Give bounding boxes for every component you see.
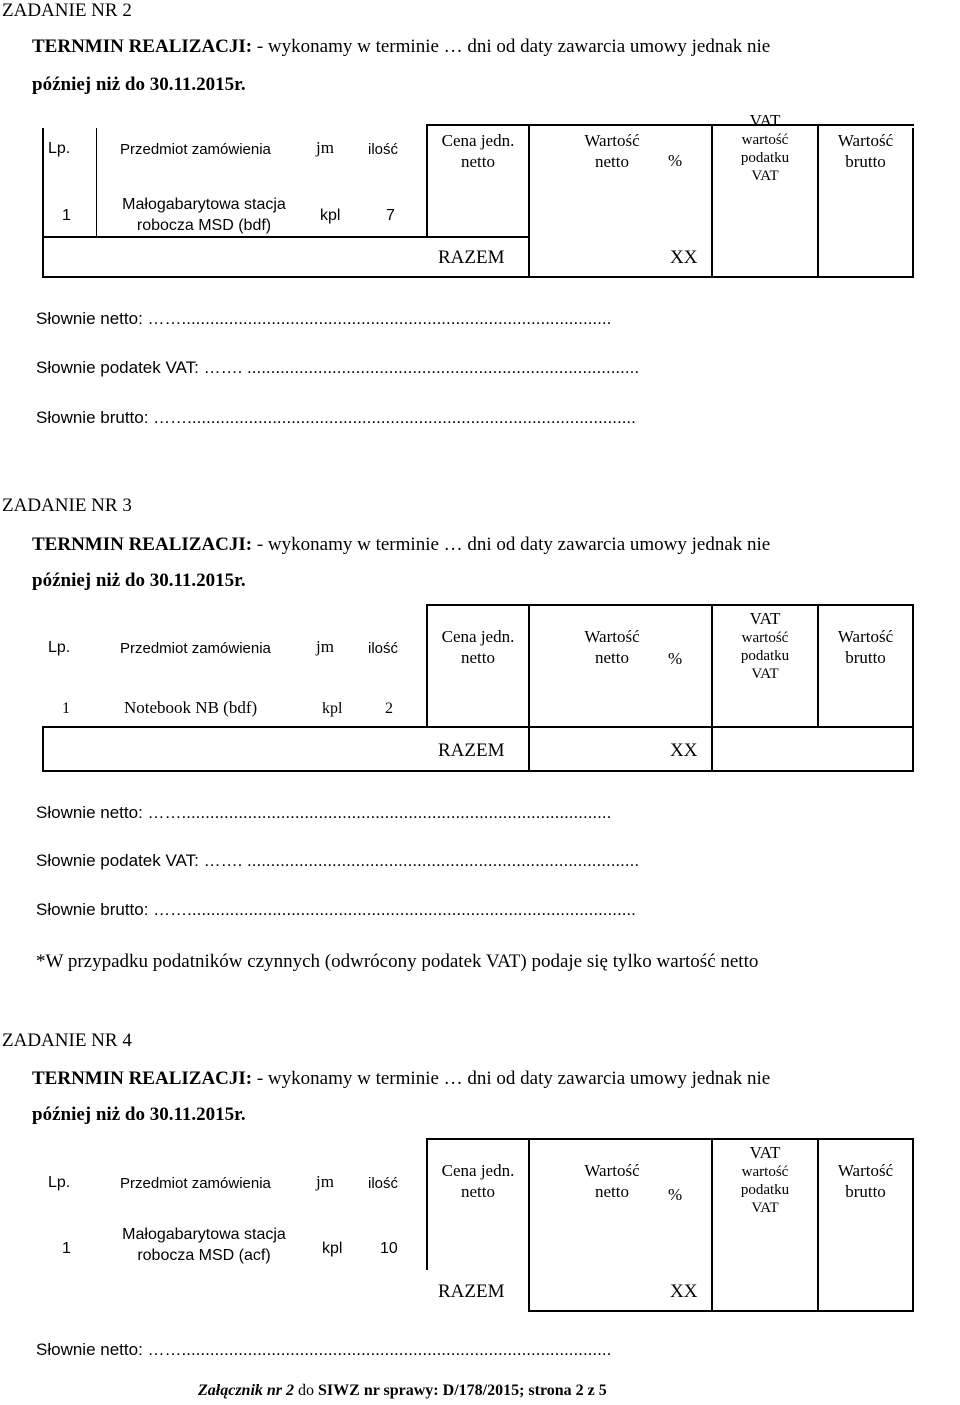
- razem-label: RAZEM: [438, 1281, 505, 1302]
- col-vat: VAT wartość podatku VAT: [740, 609, 790, 682]
- col-jm: jm: [316, 1172, 334, 1191]
- col-qty: ilość: [368, 1175, 399, 1192]
- price-table: [0, 1138, 960, 1314]
- col-net: Wartość netto: [584, 627, 640, 667]
- col-price: Cena jedn. netto: [441, 131, 515, 171]
- item-name: Małogabarytowa stacja robocza MSD (bdf): [122, 196, 286, 234]
- slownie-vat: Słownie podatek VAT: ……. ...................................................................................: [36, 358, 640, 377]
- task-title: ZADANIE NR 4: [2, 1030, 132, 1051]
- price-table: [0, 111, 960, 280]
- col-net: Wartość netto: [584, 1161, 640, 1201]
- col-net: Wartość netto: [584, 131, 640, 171]
- termin-line: [32, 36, 770, 58]
- razem-label: RAZEM: [438, 247, 505, 268]
- item-qty: 10: [380, 1240, 398, 1257]
- col-lp: Lp.: [48, 140, 71, 157]
- task-title: ZADANIE NR 3: [2, 495, 132, 516]
- slownie-brutto: Słownie brutto: ……...............................................................................................: [36, 408, 636, 427]
- col-item: Przedmiot zamówienia: [120, 640, 271, 657]
- footer-do: do: [298, 1382, 315, 1399]
- col-lp: Lp.: [48, 639, 71, 656]
- termin-text: - wykonamy w terminie … dni od daty zawarcia umowy jednak nie: [256, 534, 771, 555]
- col-price: Cena jedn. netto: [441, 627, 515, 667]
- task-title: ZADANIE NR 2: [2, 0, 132, 21]
- vat-note: *W przypadku podatników czynnych (odwrócony podatek VAT) podaje się tylko wartość netto: [36, 951, 759, 972]
- col-jm: jm: [316, 637, 334, 656]
- item-unit: kpl: [320, 207, 341, 224]
- deadline: później niż do 30.11.2015r.: [32, 74, 246, 95]
- col-gross: Wartość brutto: [837, 627, 894, 667]
- termin-prefix: TERNMIN REALIZACJI:: [32, 36, 253, 57]
- razem-label: RAZEM: [438, 740, 505, 761]
- item-qty: 7: [386, 207, 395, 224]
- col-item: Przedmiot zamówienia: [120, 1175, 271, 1192]
- col-gross: Wartość brutto: [837, 131, 894, 171]
- item-no: 1: [62, 1240, 71, 1257]
- item-unit: kpl: [322, 1240, 343, 1257]
- col-pct: %: [668, 151, 683, 170]
- footer-rest: SIWZ nr sprawy: D/178/2015; strona 2 z 5: [318, 1382, 607, 1399]
- xx-label: XX: [670, 1281, 698, 1302]
- col-lp: Lp.: [48, 1174, 71, 1191]
- termin-line: [32, 1068, 770, 1090]
- col-item: Przedmiot zamówienia: [120, 141, 271, 158]
- item-qty: 2: [385, 700, 393, 717]
- page-footer: [198, 1382, 607, 1400]
- price-table: [0, 604, 960, 774]
- termin-text: - wykonamy w terminie … dni od daty zawarcia umowy jednak nie: [256, 1068, 771, 1089]
- item-name: Małogabarytowa stacja robocza MSD (acf): [122, 1226, 286, 1264]
- deadline: później niż do 30.11.2015r.: [32, 570, 246, 591]
- footer-attachment: Załącznik nr 2: [198, 1382, 295, 1399]
- slownie-netto: Słownie netto: ……...........................................................................................: [36, 1340, 612, 1359]
- xx-label: XX: [670, 740, 698, 761]
- item-name: Notebook NB (bdf): [124, 698, 258, 717]
- slownie-netto: Słownie netto: ……...........................................................................................: [36, 803, 612, 822]
- item-no: 1: [62, 207, 71, 224]
- col-vat: VAT wartość podatku VAT: [740, 111, 790, 184]
- col-price: Cena jedn. netto: [441, 1161, 515, 1201]
- termin-prefix: TERNMIN REALIZACJI:: [32, 534, 253, 555]
- col-qty: ilość: [368, 640, 399, 657]
- xx-label: XX: [670, 247, 698, 268]
- item-no: 1: [62, 700, 70, 717]
- deadline: później niż do 30.11.2015r.: [32, 1104, 246, 1125]
- termin-text: - wykonamy w terminie … dni od daty zawarcia umowy jednak nie: [256, 36, 771, 57]
- col-pct: %: [668, 1185, 683, 1204]
- slownie-netto: Słownie netto: ……...........................................................................................: [36, 309, 612, 328]
- col-gross: Wartość brutto: [837, 1161, 894, 1201]
- col-vat: VAT wartość podatku VAT: [740, 1143, 790, 1216]
- slownie-vat: Słownie podatek VAT: ……. ...................................................................................: [36, 851, 640, 870]
- slownie-brutto: Słownie brutto: ……...............................................................................................: [36, 900, 636, 919]
- col-qty: ilość: [368, 141, 399, 158]
- item-unit: kpl: [322, 700, 343, 717]
- col-pct: %: [668, 649, 683, 668]
- termin-prefix: TERNMIN REALIZACJI:: [32, 1068, 253, 1089]
- termin-line: [32, 534, 770, 556]
- col-jm: jm: [316, 138, 334, 157]
